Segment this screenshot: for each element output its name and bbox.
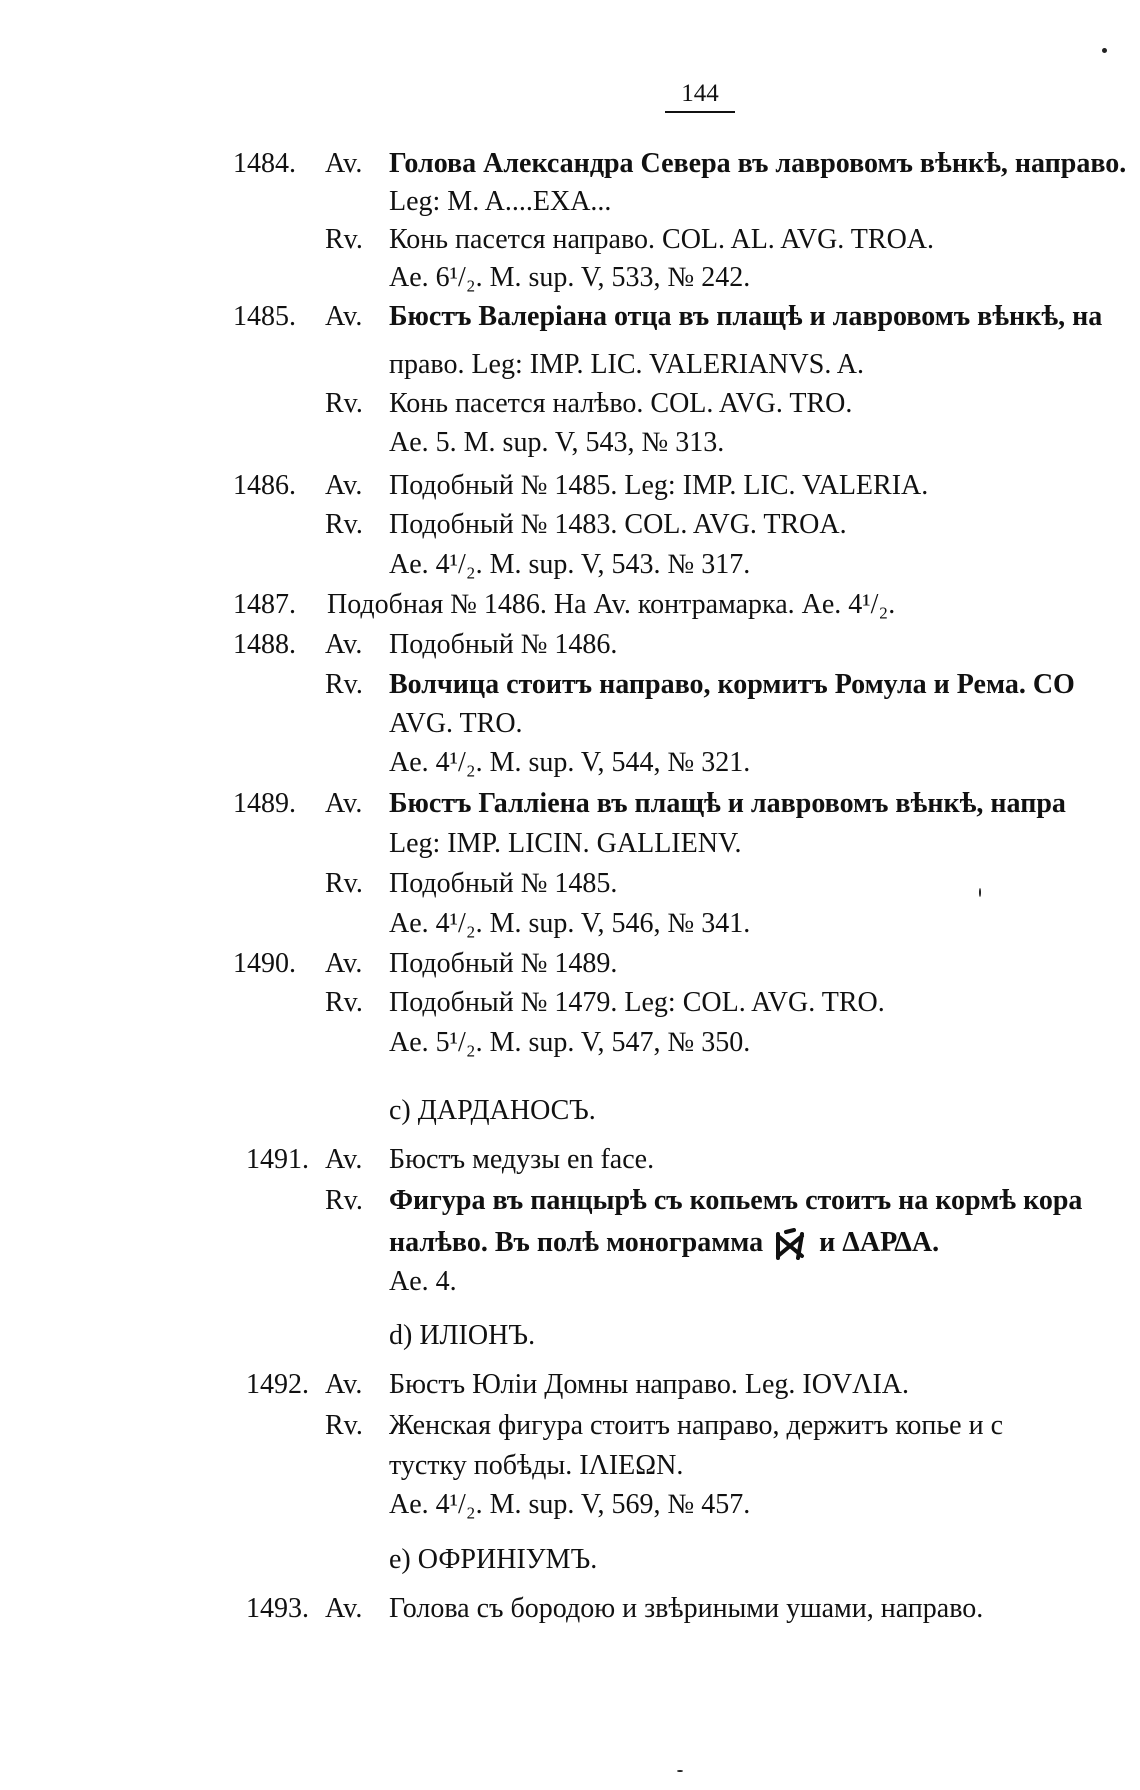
entry-line (0, 786, 1140, 822)
entry-line (0, 866, 1140, 902)
entry-side: Av. (325, 948, 363, 979)
entry-number: 1484. (233, 148, 296, 179)
scan-speck (677, 1770, 683, 1772)
entry-line (0, 1142, 1140, 1178)
entry-line (0, 425, 1140, 461)
section-heading-c: c) ДАРДАНОСЪ. (389, 1095, 596, 1126)
entry-line (0, 386, 1140, 422)
entry-text: Ae. 5. M. sup. V, 543, № 313. (389, 427, 725, 458)
entry-side: Rv. (325, 1185, 363, 1216)
entry-side: Rv. (325, 669, 363, 700)
entry-line (0, 1222, 1140, 1264)
section-heading-d: d) ИЛІОНЪ. (389, 1320, 536, 1351)
entry-number: 1493. (246, 1593, 309, 1624)
entry-text: Ae. 4¹/₂. M. sup. V, 544, № 321. (389, 747, 751, 778)
entry-text: Конь пасется налѣво. COL. AVG. TRO. (389, 388, 853, 419)
entry-line (0, 627, 1140, 663)
entry-text: Бюстъ Галліена въ плащѣ и лавровомъ вѣнкѣ, напра (389, 788, 1066, 819)
entry-line (0, 507, 1140, 543)
entry-text: Фигура въ панцырѣ съ копьемъ стоитъ на кормѣ кора (389, 1185, 1083, 1216)
entry-line (0, 347, 1140, 383)
entry-line (0, 468, 1140, 504)
entry-side: Rv. (325, 509, 363, 540)
entry-line (0, 587, 1140, 623)
entry-line (0, 1487, 1140, 1523)
entry-number: 1488. (233, 629, 296, 660)
entry-side: Rv. (325, 388, 363, 419)
entry-line (0, 1448, 1140, 1484)
entry-text: Подобный № 1485. Leg: IMP. LIC. VALERIA. (389, 470, 929, 501)
entry-text: Ae. 4¹/₂. M. sup. V, 546, № 341. (389, 908, 751, 939)
entry-text: Конь пасется направо. COL. AL. AVG. TROA. (389, 224, 935, 255)
entry-side: Rv. (325, 868, 363, 899)
entry-side: Av. (325, 148, 363, 179)
entry-side: Av. (325, 470, 363, 501)
entry-line (0, 260, 1140, 296)
entry-number: 1487. (233, 589, 296, 620)
entry-line (0, 826, 1140, 862)
entry-text: Подобная № 1486. На Av. контрамарка. Ae. 4¹/₂. (327, 589, 896, 620)
entry-text: Подобный № 1483. COL. AVG. TROA. (389, 509, 847, 540)
entry-line (0, 547, 1140, 583)
entry-text: Ae. 4. (389, 1266, 457, 1297)
entry-line (0, 222, 1140, 258)
entry-line (0, 667, 1140, 703)
monogram-icon (774, 1228, 808, 1262)
entry-text-after-monogram: и ΔΑΡΔΑ. (819, 1227, 940, 1258)
entry-text: Бюстъ медузы en face. (389, 1144, 655, 1175)
entry-line (0, 946, 1140, 982)
entry-line (0, 1367, 1140, 1403)
entry-side: Av. (325, 1144, 363, 1175)
entry-text: Бюстъ Валеріана отца въ плащѣ и лавровомъ вѣнкѣ, на (389, 301, 1103, 332)
entry-text: Подобный № 1489. (389, 948, 618, 979)
entry-number: 1490. (233, 948, 296, 979)
entry-side: Av. (325, 301, 363, 332)
entry-text: Подобный № 1486. (389, 629, 618, 660)
entry-text: Leg: M. A....EXA... (389, 186, 612, 217)
entry-text: Ae. 5¹/₂. M. sup. V, 547, № 350. (389, 1027, 751, 1058)
entry-text: право. Leg: IMP. LIC. VALERIANVS. A. (389, 349, 864, 380)
entry-number: 1491. (246, 1144, 309, 1175)
section-heading-e: e) ОФРИНІУМЪ. (389, 1544, 598, 1575)
entry-text-before-monogram: налѣво. Въ полѣ монограмма (389, 1227, 764, 1258)
entry-line (0, 1183, 1140, 1219)
entry-side: Rv. (325, 224, 363, 255)
entry-text: Подобный № 1485. (389, 868, 618, 899)
entry-number: 1486. (233, 470, 296, 501)
entry-line (0, 1264, 1140, 1300)
entry-text: Ae. 4¹/₂. M. sup. V, 543. № 317. (389, 549, 751, 580)
entry-side: Av. (325, 1593, 363, 1624)
entry-text: Ae. 6¹/₂. M. sup. V, 533, № 242. (389, 262, 751, 293)
entry-text (389, 1222, 939, 1264)
entry-number: 1492. (246, 1369, 309, 1400)
entry-text: Волчица стоитъ направо, кормитъ Ромула и Рема. CO (389, 669, 1075, 700)
entry-line (0, 146, 1140, 182)
page-number: 144 (665, 80, 735, 113)
entry-text: тустку побѣды. IΛIEΩN. (389, 1450, 684, 1481)
entry-line (0, 906, 1140, 942)
entry-number: 1485. (233, 301, 296, 332)
entry-line (0, 985, 1140, 1021)
entry-line (0, 706, 1140, 742)
entry-text: Ae. 4¹/₂. M. sup. V, 569, № 457. (389, 1489, 751, 1520)
entry-text: Leg: IMP. LICIN. GALLIENV. (389, 828, 742, 859)
entry-text: Женская фигура стоитъ направо, держитъ копье и с (389, 1410, 1004, 1441)
entry-side: Rv. (325, 1410, 363, 1441)
entry-text: Бюстъ Юліи Домны направо. Leg. IOVΛIA. (389, 1369, 909, 1400)
scan-speck (1102, 48, 1107, 53)
entry-line (0, 299, 1140, 335)
entry-number: 1489. (233, 788, 296, 819)
entry-text: Подобный № 1479. Leg: COL. AVG. TRO. (389, 987, 885, 1018)
scan-speck (979, 888, 981, 897)
entry-line (0, 1408, 1140, 1444)
entry-side: Av. (325, 1369, 363, 1400)
entry-side: Av. (325, 629, 363, 660)
entry-side: Rv. (325, 987, 363, 1018)
entry-text: AVG. TRO. (389, 708, 523, 739)
entry-line (0, 184, 1140, 220)
entry-text: Голова съ бородою и звѣриными ушами, направо. (389, 1593, 984, 1624)
entry-line (0, 1591, 1140, 1627)
entry-text: Голова Александра Севера въ лавровомъ вѣнкѣ, направо. (389, 148, 1127, 179)
entry-line (0, 1025, 1140, 1061)
entry-side: Av. (325, 788, 363, 819)
entry-line (0, 745, 1140, 781)
